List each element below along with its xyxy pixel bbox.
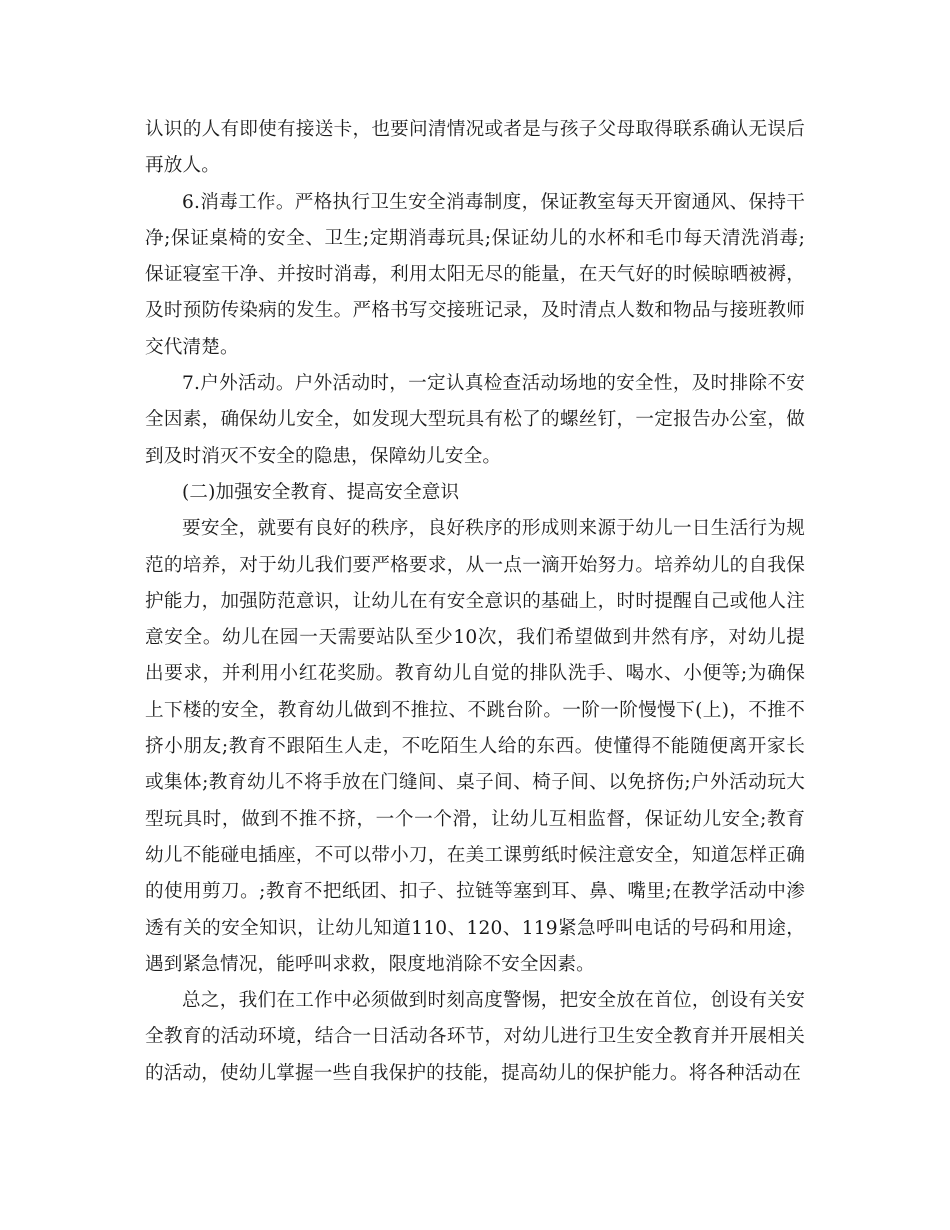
section-heading-safety-education: (二)加强安全教育、提高安全意识 bbox=[182, 481, 460, 503]
paragraph-conclusion: 总之，我们在工作中必须做到时刻高度警惕，把安全放在首位，创设有关安全教育的活动环境，结合一日活动各环节，对幼儿进行卫生安全教育并开展相关的活动，使幼儿掌握一些自我保护的技能，提高幼儿的保护能力。将各种活动在 bbox=[145, 990, 805, 1084]
paragraph-outdoor-activity: 7.户外活动。户外活动时，一定认真检查活动场地的安全性，及时排除不安全因素，确保幼儿安全，如发现大型玩具有松了的螺丝钉，一定报告办公室，做到及时消灭不安全的隐患，保障幼儿安全。 bbox=[145, 373, 805, 467]
document-page bbox=[145, 112, 805, 1092]
paragraph-pickup-rule: 认识的人有即使有接送卡，也要问清情况或者是与孩子父母取得联系确认无误后再放人。 bbox=[145, 119, 805, 177]
paragraph-safety-education: 要安全，就要有良好的秩序，良好秩序的形成则来源于幼儿一日生活行为规范的培养，对于幼儿我们要严格要求，从一点一滴开始努力。培养幼儿的自我保护能力，加强防范意识，让幼儿在有安全意识的基础上，时时提醒自己或他人注意安全。幼儿在园一天需要站队至少10次，我们希望做到井然有序，对幼儿提出要求，并利用小红花奖励。教育幼儿自觉的排队洗手、喝水、小便等;为确保上下楼的安全，教育幼儿做到不推拉、不跳台阶。一阶一阶慢慢下(上)，不推不挤小朋友;教育不跟陌生人走，不吃陌生人给的东西。使懂得不能随便离开家长或集体;教育幼儿不将手放在门缝间、桌子间、椅子间、以免挤伤;户外活动玩大型玩具时，做到不推不挤，一个一个滑，让幼儿互相监督，保证幼儿安全;教育幼儿不能碰电插座，不可以带小刀，在美工课剪纸时候注意安全，知道怎样正确的使用剪刀。;教育不把纸团、扣子、拉链等塞到耳、鼻、嘴里;在教学活动中渗透有关的安全知识，让幼儿知道110、120、119紧急呼叫电话的号码和用途，遇到紧急情况，能呼叫求救，限度地消除不安全因素。 bbox=[145, 518, 805, 975]
paragraph-disinfection: 6.消毒工作。严格执行卫生安全消毒制度，保证教室每天开窗通风、保持干净;保证桌椅的安全、卫生;定期消毒玩具;保证幼儿的水杯和毛巾每天清洗消毒;保证寝室干净、并按时消毒，利用太阳无尽的能量，在天气好的时候晾晒被褥，及时预防传染病的发生。严格书写交接班记录，及时清点人数和物品与接班教师交代清楚。 bbox=[145, 191, 805, 358]
